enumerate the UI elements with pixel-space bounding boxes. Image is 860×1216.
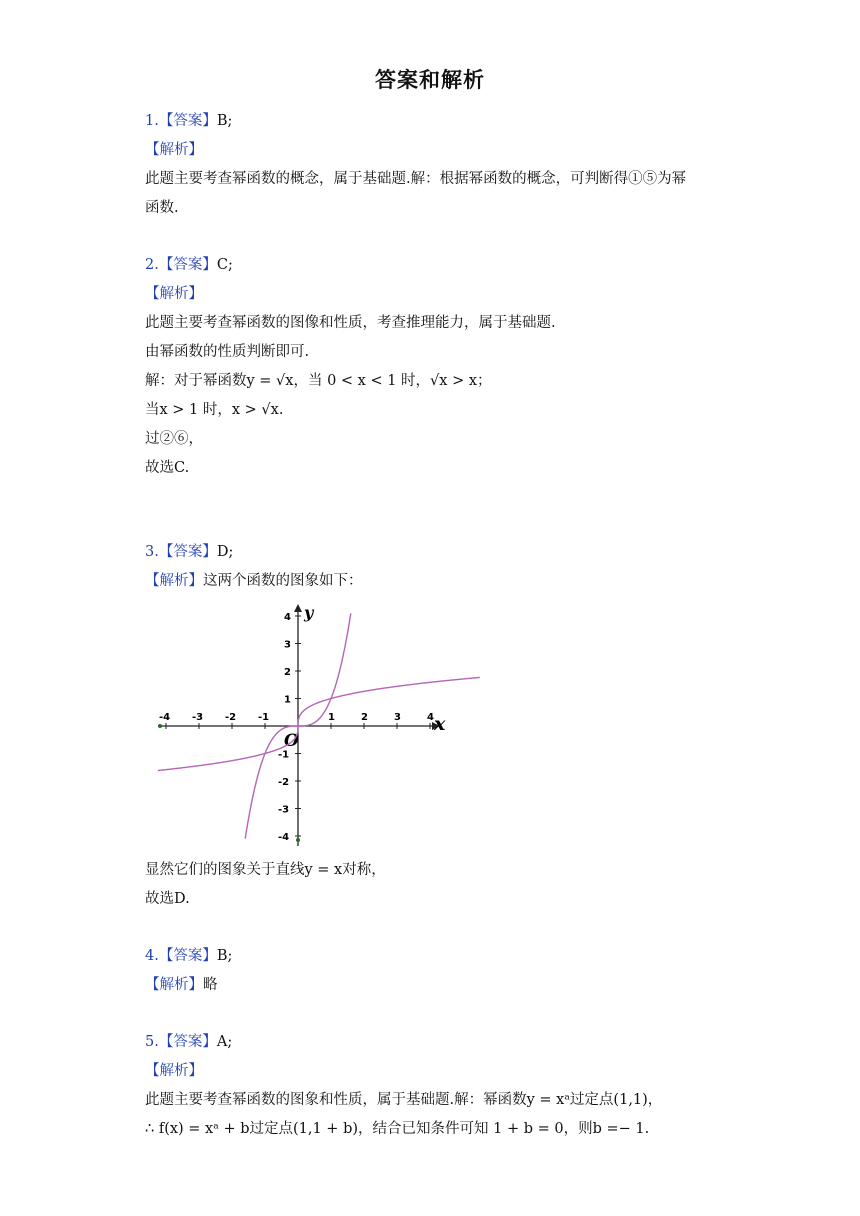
y-tick-label: -1 — [278, 749, 290, 761]
answer-label: 4.【答案】 — [145, 948, 217, 964]
x-tick-label: -4 — [159, 712, 171, 723]
x-tick-label: 3 — [394, 712, 401, 723]
answer-value: B; — [216, 948, 233, 964]
item-2-text-line: 当x > 1 时，x > √x. — [145, 402, 284, 418]
y-tick-label: -3 — [278, 804, 290, 816]
y-tick-label: 4 — [284, 612, 291, 623]
y-axis-label: y — [304, 603, 314, 622]
item-4-analysis — [145, 974, 218, 996]
x-axis-label: x — [434, 713, 446, 735]
x-tick-label: -1 — [258, 712, 270, 723]
item-2-text-line: 故选C. — [145, 460, 190, 476]
item-4-answer — [145, 945, 232, 967]
item-2-text-line: 由幂函数的性质判断即可. — [145, 344, 310, 360]
y-tick-label: -4 — [278, 832, 290, 843]
item-5-analysis-label: 【解析】 — [145, 1063, 203, 1079]
answer-label: 2.【答案】 — [145, 257, 217, 273]
y-tick-label: -2 — [278, 777, 290, 788]
item-1-text-line: 此题主要考查幂函数的概念，属于基础题.解：根据幂函数的概念，可判断得①⑤为幂 — [145, 171, 687, 187]
axis-endpoint — [158, 724, 162, 728]
item-2-analysis-label: 【解析】 — [145, 286, 203, 302]
analysis-label: 【解析】 — [145, 977, 203, 993]
answer-value: C; — [216, 257, 233, 273]
item-1-answer — [145, 110, 232, 132]
item-2-text-line: 过②⑥， — [145, 431, 203, 447]
function-graph — [142, 596, 482, 856]
answer-value: D; — [216, 544, 234, 560]
answer-label: 5.【答案】 — [145, 1034, 217, 1050]
y-tick-label: 1 — [284, 694, 291, 706]
item-5-answer — [145, 1031, 232, 1053]
axis-endpoint — [296, 838, 300, 842]
item-5-text-line: 此题主要考查幂函数的图象和性质，属于基础题.解：幂函数y = xᵃ过定点(1,1)， — [145, 1092, 663, 1108]
analysis-label: 【解析】 — [145, 573, 203, 589]
origin-label: O — [284, 731, 299, 751]
item-1-analysis-label: 【解析】 — [145, 142, 203, 158]
analysis-inline-text: 略 — [203, 977, 218, 993]
x-tick-label: -2 — [225, 712, 237, 723]
y-tick-label: 2 — [284, 667, 291, 678]
x-tick-label: -3 — [192, 712, 204, 723]
answer-value: B; — [216, 113, 233, 129]
answer-value: A; — [216, 1034, 233, 1050]
analysis-inline-text: 这两个函数的图象如下： — [203, 573, 363, 589]
x-tick-label: 1 — [328, 712, 335, 723]
item-2-text-line: 此题主要考查幂函数的图像和性质，考查推理能力，属于基础题. — [145, 315, 556, 331]
page-title: 答案和解析 — [375, 68, 485, 92]
item-3-analysis — [145, 570, 363, 592]
item-1-text-line: 函数. — [145, 200, 179, 216]
x-tick-label: 2 — [361, 712, 368, 723]
item-2-answer — [145, 254, 233, 276]
item-2-text-line: 解：对于幂函数y = √x，当 0 < x < 1 时，√x > x； — [145, 373, 492, 389]
answer-label: 3.【答案】 — [145, 544, 217, 560]
item-3-answer — [145, 541, 233, 563]
item-3-text-line: 显然它们的图象关于直线y = x对称， — [145, 862, 386, 878]
item-3-text-line: 故选D. — [145, 891, 190, 907]
x-tick-label: 4 — [427, 712, 434, 723]
answer-label: 1.【答案】 — [145, 113, 217, 129]
item-5-text-line: ∴ f(x) = xᵃ + b过定点(1,1 + b)，结合已知条件可知 1 + b = 0，则b =− 1. — [145, 1121, 650, 1137]
curve-cube-root — [158, 677, 480, 770]
y-tick-label: 3 — [284, 639, 291, 651]
